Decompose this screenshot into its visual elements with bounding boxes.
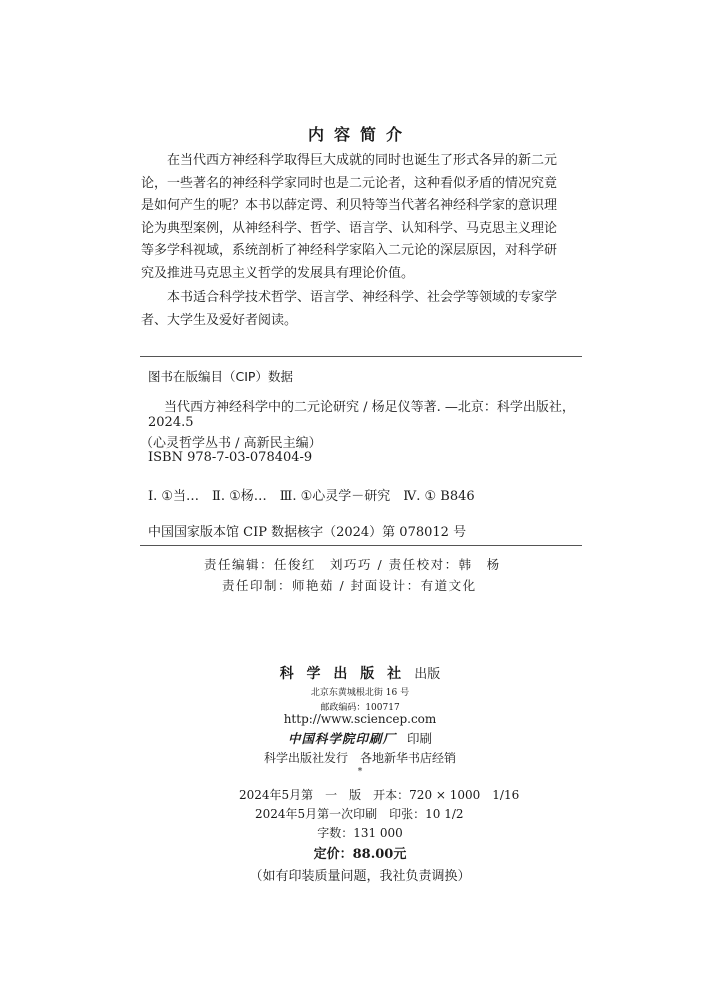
word-count: 字数：131 000 [317,826,403,840]
cip-series: （心灵哲学丛书 / 高新民主编） [140,436,322,451]
printer-name: 中国科学院印刷厂 [287,731,396,746]
price-label: 定价： [313,847,353,862]
cip-bottom-rule [140,545,582,546]
price-line [0,843,720,862]
price-value: 88.00元 [352,847,407,862]
publisher-suffix: 出版 [414,667,441,682]
printing-line: 2024年5月第一次印刷 印张：10 1/2 [255,807,464,821]
summary-paragraph-2 [141,287,581,332]
printer-suffix: 印刷 [407,731,433,746]
summary-line: 本书适合科学技术哲学、语言学、神经科学、社会学等领域的专家学 [167,290,558,305]
summary-line: 论为典型案例，从神经科学、哲学、语言学、认知科学、马克思主义理论 [141,220,558,236]
credits-editors: 责任编辑：任俊红 刘巧巧 / 责任校对：韩 杨 [204,557,501,572]
distribution-line: 科学出版社发行 各地新华书店经销 [263,751,456,765]
credits-production: 责任印制：师艳茹 / 封面设计：有道文化 [222,578,477,593]
summary-paragraph-1 [141,150,581,286]
cip-classification: Ⅰ. ①当… Ⅱ. ①杨… Ⅲ. ①心灵学－研究 Ⅳ. ① B846 [148,489,475,504]
cip-top-rule [140,356,582,357]
cip-record-number: 中国国家版本馆 CIP 数据核字（2024）第 078012 号 [148,525,467,540]
summary-title: 内容简介 [307,125,412,144]
cip-heading: 图书在版编目（CIP）数据 [148,369,293,384]
publisher-name: 科 学 出 版 社 [279,666,406,682]
edition-line: 2024年5月第 一 版 开本：720 × 1000 1/16 [239,788,520,802]
cip-entry-line-2: 2024.5 [148,415,194,430]
quality-notice: （如有印装质量问题，我社负责调换） [249,869,471,884]
summary-line: 论，一些著名的神经科学家同时也是二元论者，这种看似矛盾的情况究竟 [141,175,558,191]
cip-isbn: ISBN 978-7-03-078404-9 [148,450,313,465]
publisher-postcode: 邮政编码：100717 [320,703,400,713]
summary-line: 究及推进马克思主义哲学的发展具有理论价值。 [141,265,415,281]
summary-line: 是如何产生的呢？本书以薛定谔、利贝特等当代著名神经科学家的意识理 [141,198,558,214]
summary-line: 等多学科视域，系统剖析了神经科学家陷入二元论的深层原因，对科学研 [141,243,558,259]
publisher-address: 北京东黄城根北街 16 号 [310,688,410,698]
publisher-website: http://www.sciencep.com [283,712,437,726]
separator-mark: * [357,767,363,777]
summary-line: 在当代西方神经科学取得巨大成就的同时也诞生了形式各异的新二元 [167,153,558,168]
cip-entry-line-1: 当代西方神经科学中的二元论研究 / 杨足仪等著. —北京：科学出版社， [164,400,575,415]
summary-line: 者、大学生及爱好者阅读。 [141,312,298,328]
printer-line [0,728,720,747]
publisher-line [0,663,720,683]
